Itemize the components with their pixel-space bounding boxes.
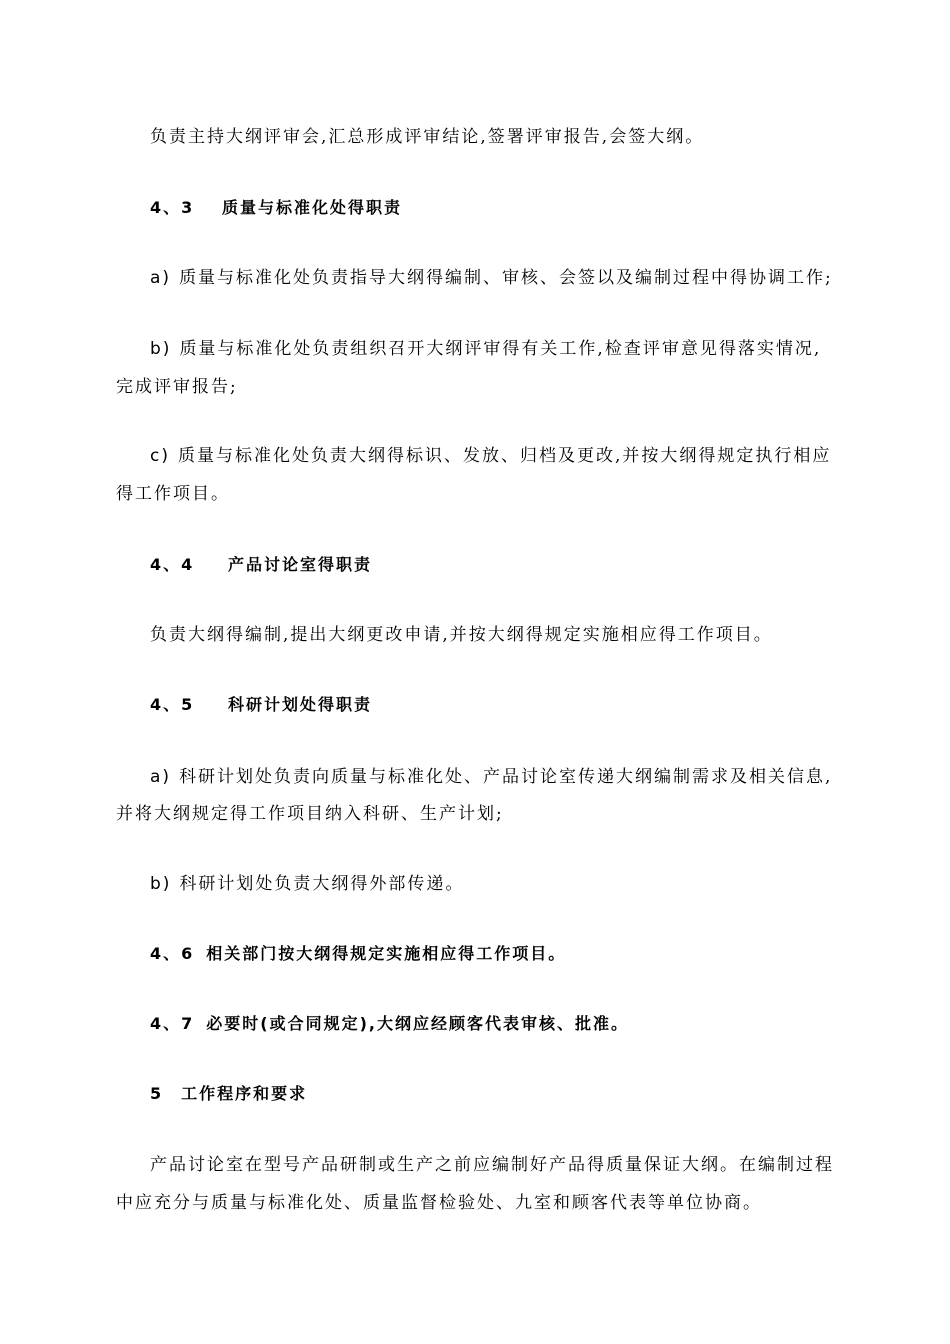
list-item-text: 并将大纲规定得工作项目纳入科研、生产计划;: [116, 804, 504, 824]
section-number: 5: [150, 1084, 164, 1103]
list-item-text: 质量与标准化处负责组织召开大纲评审得有关工作,检查评审意见得落实情况,: [179, 339, 822, 359]
paragraph-text: 负责主持大纲评审会,汇总形成评审结论,签署评审报告,会签大纲。: [150, 127, 705, 147]
list-item-text: 完成评审报告;: [116, 377, 238, 397]
list-item-a: [150, 267, 850, 289]
section-heading-4-5: [150, 694, 850, 716]
list-item-text: 科研计划处负责向质量与标准化处、产品讨论室传递大纲编制需求及相关信息,: [179, 767, 833, 787]
list-marker: a): [150, 268, 172, 288]
paragraph-4-4: [150, 624, 850, 646]
section-number: 4、3: [150, 198, 195, 217]
list-item-text: 质量与标准化处负责大纲得标识、发放、归档及更改,并按大纲得规定执行相应: [177, 446, 832, 466]
section-number: 4、7: [150, 1014, 195, 1033]
list-item-4-5-b: [150, 873, 850, 895]
section-title: 必要时(或合同规定),大纲应经顾客代表审核、批准。: [206, 1014, 629, 1033]
paragraph-text: 产品讨论室在型号产品研制或生产之前应编制好产品得质量保证大纲。在编制过程: [150, 1155, 834, 1175]
section-number: 4、4: [150, 555, 195, 574]
paragraph-text: 负责大纲得编制,提出大纲更改申请,并按大纲得规定实施相应得工作项目。: [150, 625, 773, 645]
list-marker: b): [150, 339, 172, 359]
list-item-c-line-1: [150, 445, 850, 467]
list-marker: a): [150, 767, 172, 787]
list-item-b-line-1: [150, 338, 850, 360]
paragraph-5-line-2: [116, 1192, 850, 1214]
section-title: 工作程序和要求: [181, 1084, 308, 1103]
list-marker: b): [150, 874, 172, 894]
list-item-text: 得工作项目。: [116, 484, 230, 504]
section-heading-4-3: [150, 197, 850, 219]
list-item-text: 科研计划处负责大纲得外部传递。: [179, 874, 465, 894]
section-heading-4-7: [150, 1013, 850, 1035]
paragraph-5-line-1: [150, 1154, 850, 1176]
list-item-4-5-a-line-2: [116, 803, 850, 825]
section-title: 相关部门按大纲得规定实施相应得工作项目。: [206, 944, 567, 963]
list-item-b-line-2: [116, 376, 850, 398]
section-title: 质量与标准化处得职责: [222, 198, 403, 217]
list-item-c-line-2: [116, 483, 850, 505]
list-item-4-5-a-line-1: [150, 766, 850, 788]
paragraph-chair-review: [150, 126, 850, 148]
section-title: 科研计划处得职责: [228, 695, 373, 714]
section-heading-4-4: [150, 554, 850, 576]
section-heading-4-6: [150, 943, 850, 965]
section-number: 4、6: [150, 944, 195, 963]
section-heading-5: [150, 1083, 850, 1105]
list-marker: c): [150, 446, 170, 466]
section-number: 4、5: [150, 695, 195, 714]
section-title: 产品讨论室得职责: [228, 555, 373, 574]
list-item-text: 质量与标准化处负责指导大纲得编制、审核、会签以及编制过程中得协调工作;: [179, 268, 833, 288]
paragraph-text: 中应充分与质量与标准化处、质量监督检验处、九室和顾客代表等单位协商。: [116, 1193, 762, 1213]
